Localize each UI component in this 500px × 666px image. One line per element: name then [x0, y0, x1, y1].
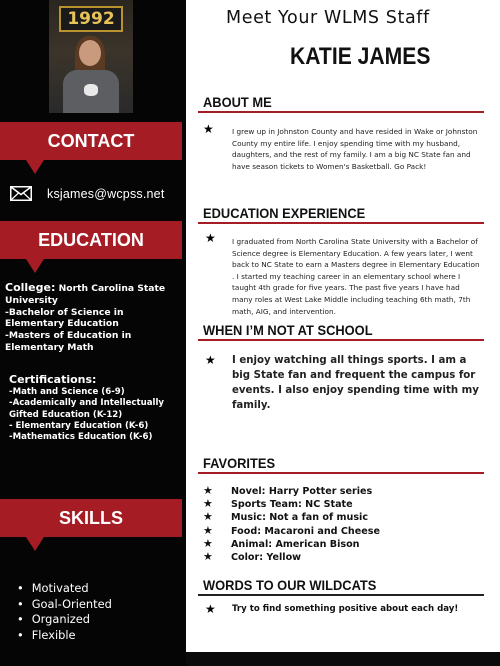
college-block	[5, 282, 181, 354]
favorite-item: ★ Sports Team: NC State	[203, 497, 353, 511]
favorite-item: ★ Color: Yellow	[203, 549, 302, 563]
divider	[198, 594, 484, 596]
about-title: ABOUT ME	[203, 94, 272, 110]
star-icon: ★	[203, 484, 213, 497]
skills-heading: SKILLS	[0, 499, 182, 537]
degree-item: -Masters of Education in Elementary Math	[5, 330, 132, 353]
words-text: Try to find something positive about each day!	[232, 604, 459, 614]
envelope-icon	[10, 186, 32, 201]
star-icon: ★	[205, 353, 216, 367]
star-icon: ★	[203, 549, 213, 563]
about-text: I grew up in Johnston County and have resided in Wake or Johnston County my entire life. I enjoy spending time with my husband, daughters, and the rest of my family. I am a big NC State fan and have season tickets to Women's Basketball. Go Pack!	[232, 127, 478, 171]
favorites-list	[203, 484, 380, 563]
star-icon: ★	[205, 602, 216, 616]
college-label: College:	[5, 281, 56, 294]
words-title: WORDS TO OUR WILDCATS	[203, 577, 377, 593]
certification-item: -Academically and Intellectually Gifted Education (K-12)	[9, 398, 165, 420]
certification-item: -Math and Science (6-9)	[9, 387, 125, 398]
divider	[198, 111, 484, 113]
certification-item: - Elementary Education (K-6)	[9, 420, 149, 431]
skill-item: • Goal-Oriented	[17, 597, 112, 613]
certifications-label: Certifications:	[9, 373, 97, 386]
email-link[interactable]: ksjames@wcpss.net	[47, 186, 165, 201]
sidebar	[0, 0, 186, 666]
not-at-school-title: WHEN I’M NOT AT SCHOOL	[203, 322, 373, 338]
college-name: North Carolina State University	[5, 283, 166, 306]
divider	[198, 222, 484, 224]
favorites-title: FAVORITES	[203, 455, 276, 471]
staff-name: KATIE JAMES	[290, 43, 431, 70]
not-at-school-text: I enjoy watching all things sports. I am a big State fan and frequent the campus for events. I also enjoy spending time with my family.	[232, 355, 479, 411]
education-experience-text: I graduated from North Carolina State University with a Bachelor of Science degree is Elementary Education. A few years later, I went back to NC State to earn a Masters degree in Elementary Education . I started my teaching career in an elementary school where I taught 4th grade for five years. The past five years I have had many roles at West Lake Middle including teaching 6th math, 7th math, AIG, and intervention.	[232, 237, 480, 316]
staff-photo	[49, 0, 133, 113]
favorite-item: ★ Animal: American Bison	[203, 536, 360, 550]
contact-heading: CONTACT	[0, 122, 182, 160]
skill-item: • Organized	[17, 612, 112, 628]
favorite-item: ★ Novel: Harry Potter series	[203, 484, 373, 497]
education-heading: EDUCATION	[0, 221, 182, 259]
star-icon: ★	[203, 536, 213, 550]
page-tagline: Meet Your WLMS Staff	[226, 8, 430, 28]
divider	[198, 472, 484, 474]
star-icon: ★	[205, 231, 216, 245]
star-icon: ★	[203, 122, 214, 136]
education-experience-title: EDUCATION EXPERIENCE	[203, 205, 366, 221]
star-icon: ★	[203, 523, 213, 537]
skills-list	[17, 581, 112, 643]
degree-item: -Bachelor of Science in Elementary Education	[5, 306, 124, 330]
footer-strip	[186, 652, 500, 666]
certification-item: -Mathematics Education (K-6)	[9, 432, 153, 443]
skill-item: • Motivated	[17, 581, 112, 597]
certifications-block	[9, 374, 185, 443]
skill-item: • Flexible	[17, 628, 112, 644]
star-icon: ★	[203, 510, 213, 524]
favorite-item: ★ Music: Not a fan of music	[203, 510, 369, 524]
divider	[198, 339, 484, 341]
star-icon: ★	[203, 497, 213, 511]
favorite-item: ★ Food: Macaroni and Cheese	[203, 523, 380, 537]
email-row	[10, 186, 165, 201]
photo-banner: 1992	[59, 6, 123, 32]
